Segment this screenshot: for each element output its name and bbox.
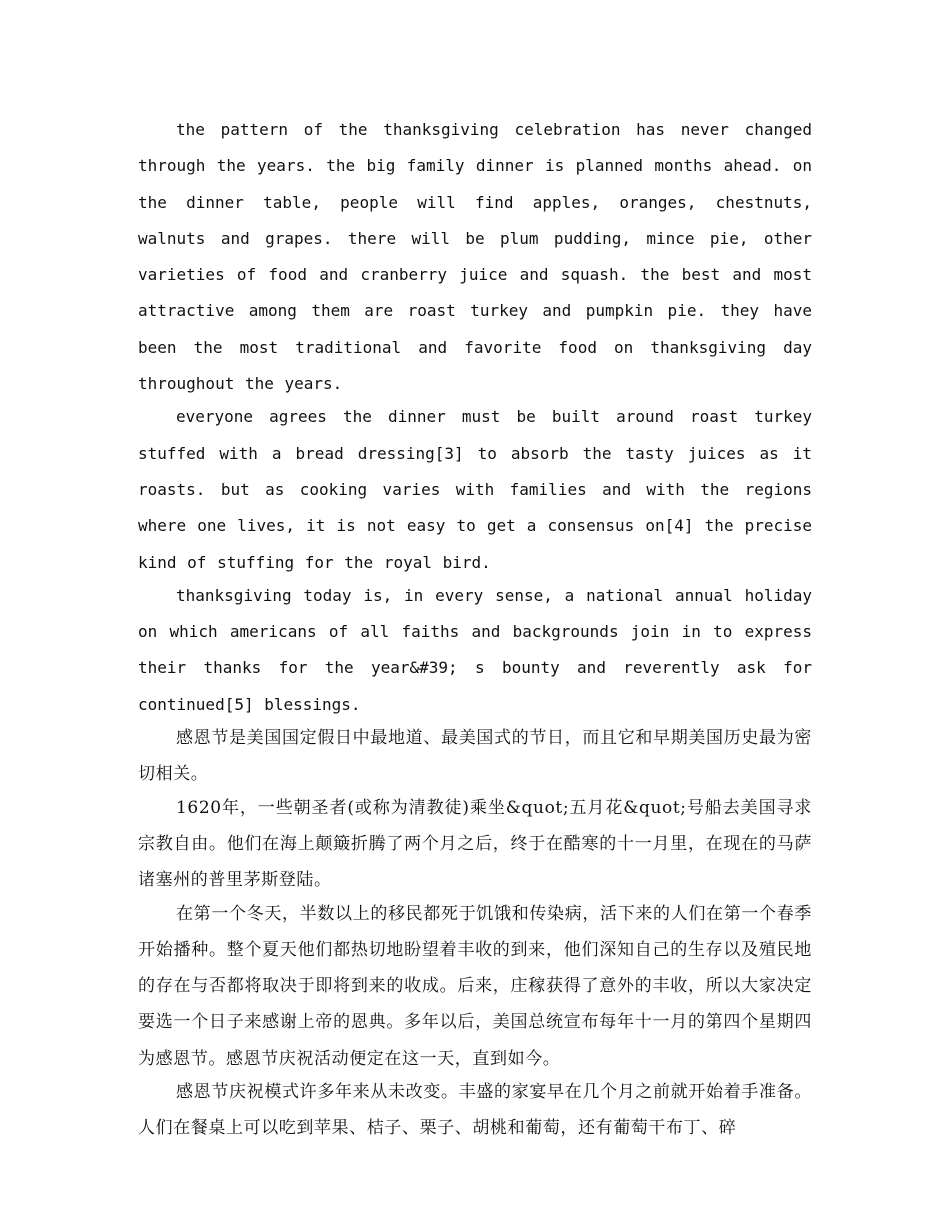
paragraph-cn-3: 在第一个冬天，半数以上的移民都死于饥饿和传染病，活下来的人们在第一个春季开始播种。整个夏天他们都热切地盼望着丰收的到来，他们深知自己的生存以及殖民地的存在与否都将取决于即将到来的收成。后来，庄稼获得了意外的丰收，所以大家决定要选一个日子来感谢上帝的恩典。多年以后，美国总统宣布每年十一月的第四个星期四为感恩节。感恩节庆祝活动便定在这一天，直到如今。 <box>138 903 812 1069</box>
paragraph-en-2: everyone agrees the dinner must be built around roast turkey stuffed with a bread dressing[3] to absorb the tasty juices as it roasts. but as cooking varies with families and with the regions where one lives, it is not easy to get a consensus on[4] the precise kind of stuffing for the royal bird. <box>138 407 812 572</box>
paragraph-en-1: the pattern of the thanksgiving celebration has never changed through the years. the big family dinner is planned months ahead. on the dinner table, people will find apples, oranges, chestnuts, walnuts and grapes. there will be plum pudding, mince pie, other varieties of food and cranberry juice and squash. the best and most attractive among them are roast turkey and pumpkin pie. they have been the most traditional and favorite food on thanksgiving day throughout the years. <box>138 120 812 394</box>
paragraph-cn-1: 感恩节是美国国定假日中最地道、最美国式的节日，而且它和早期美国历史最为密切相关。 <box>138 728 812 785</box>
paragraph-en-3: thanksgiving today is, in every sense, a national annual holiday on which americans of all faiths and backgrounds join in to express their thanks for the year&#39; s bounty and reverently ask for continued[5] blessings. <box>138 585 812 714</box>
paragraph-cn-2: 1620年，一些朝圣者(或称为清教徒)乘坐&quot;五月花&quot;号船去美国寻求宗教自由。他们在海上颠簸折腾了两个月之后，终于在酷寒的十一月里，在现在的马萨诸塞州的普里茅斯登陆。 <box>138 797 812 891</box>
paragraph-cn-4: 感恩节庆祝模式许多年来从未改变。丰盛的家宴早在几个月之前就开始着手准备。人们在餐桌上可以吃到苹果、桔子、栗子、胡桃和葡萄，还有葡萄干布丁、碎 <box>138 1082 812 1139</box>
document-body <box>138 112 812 1147</box>
